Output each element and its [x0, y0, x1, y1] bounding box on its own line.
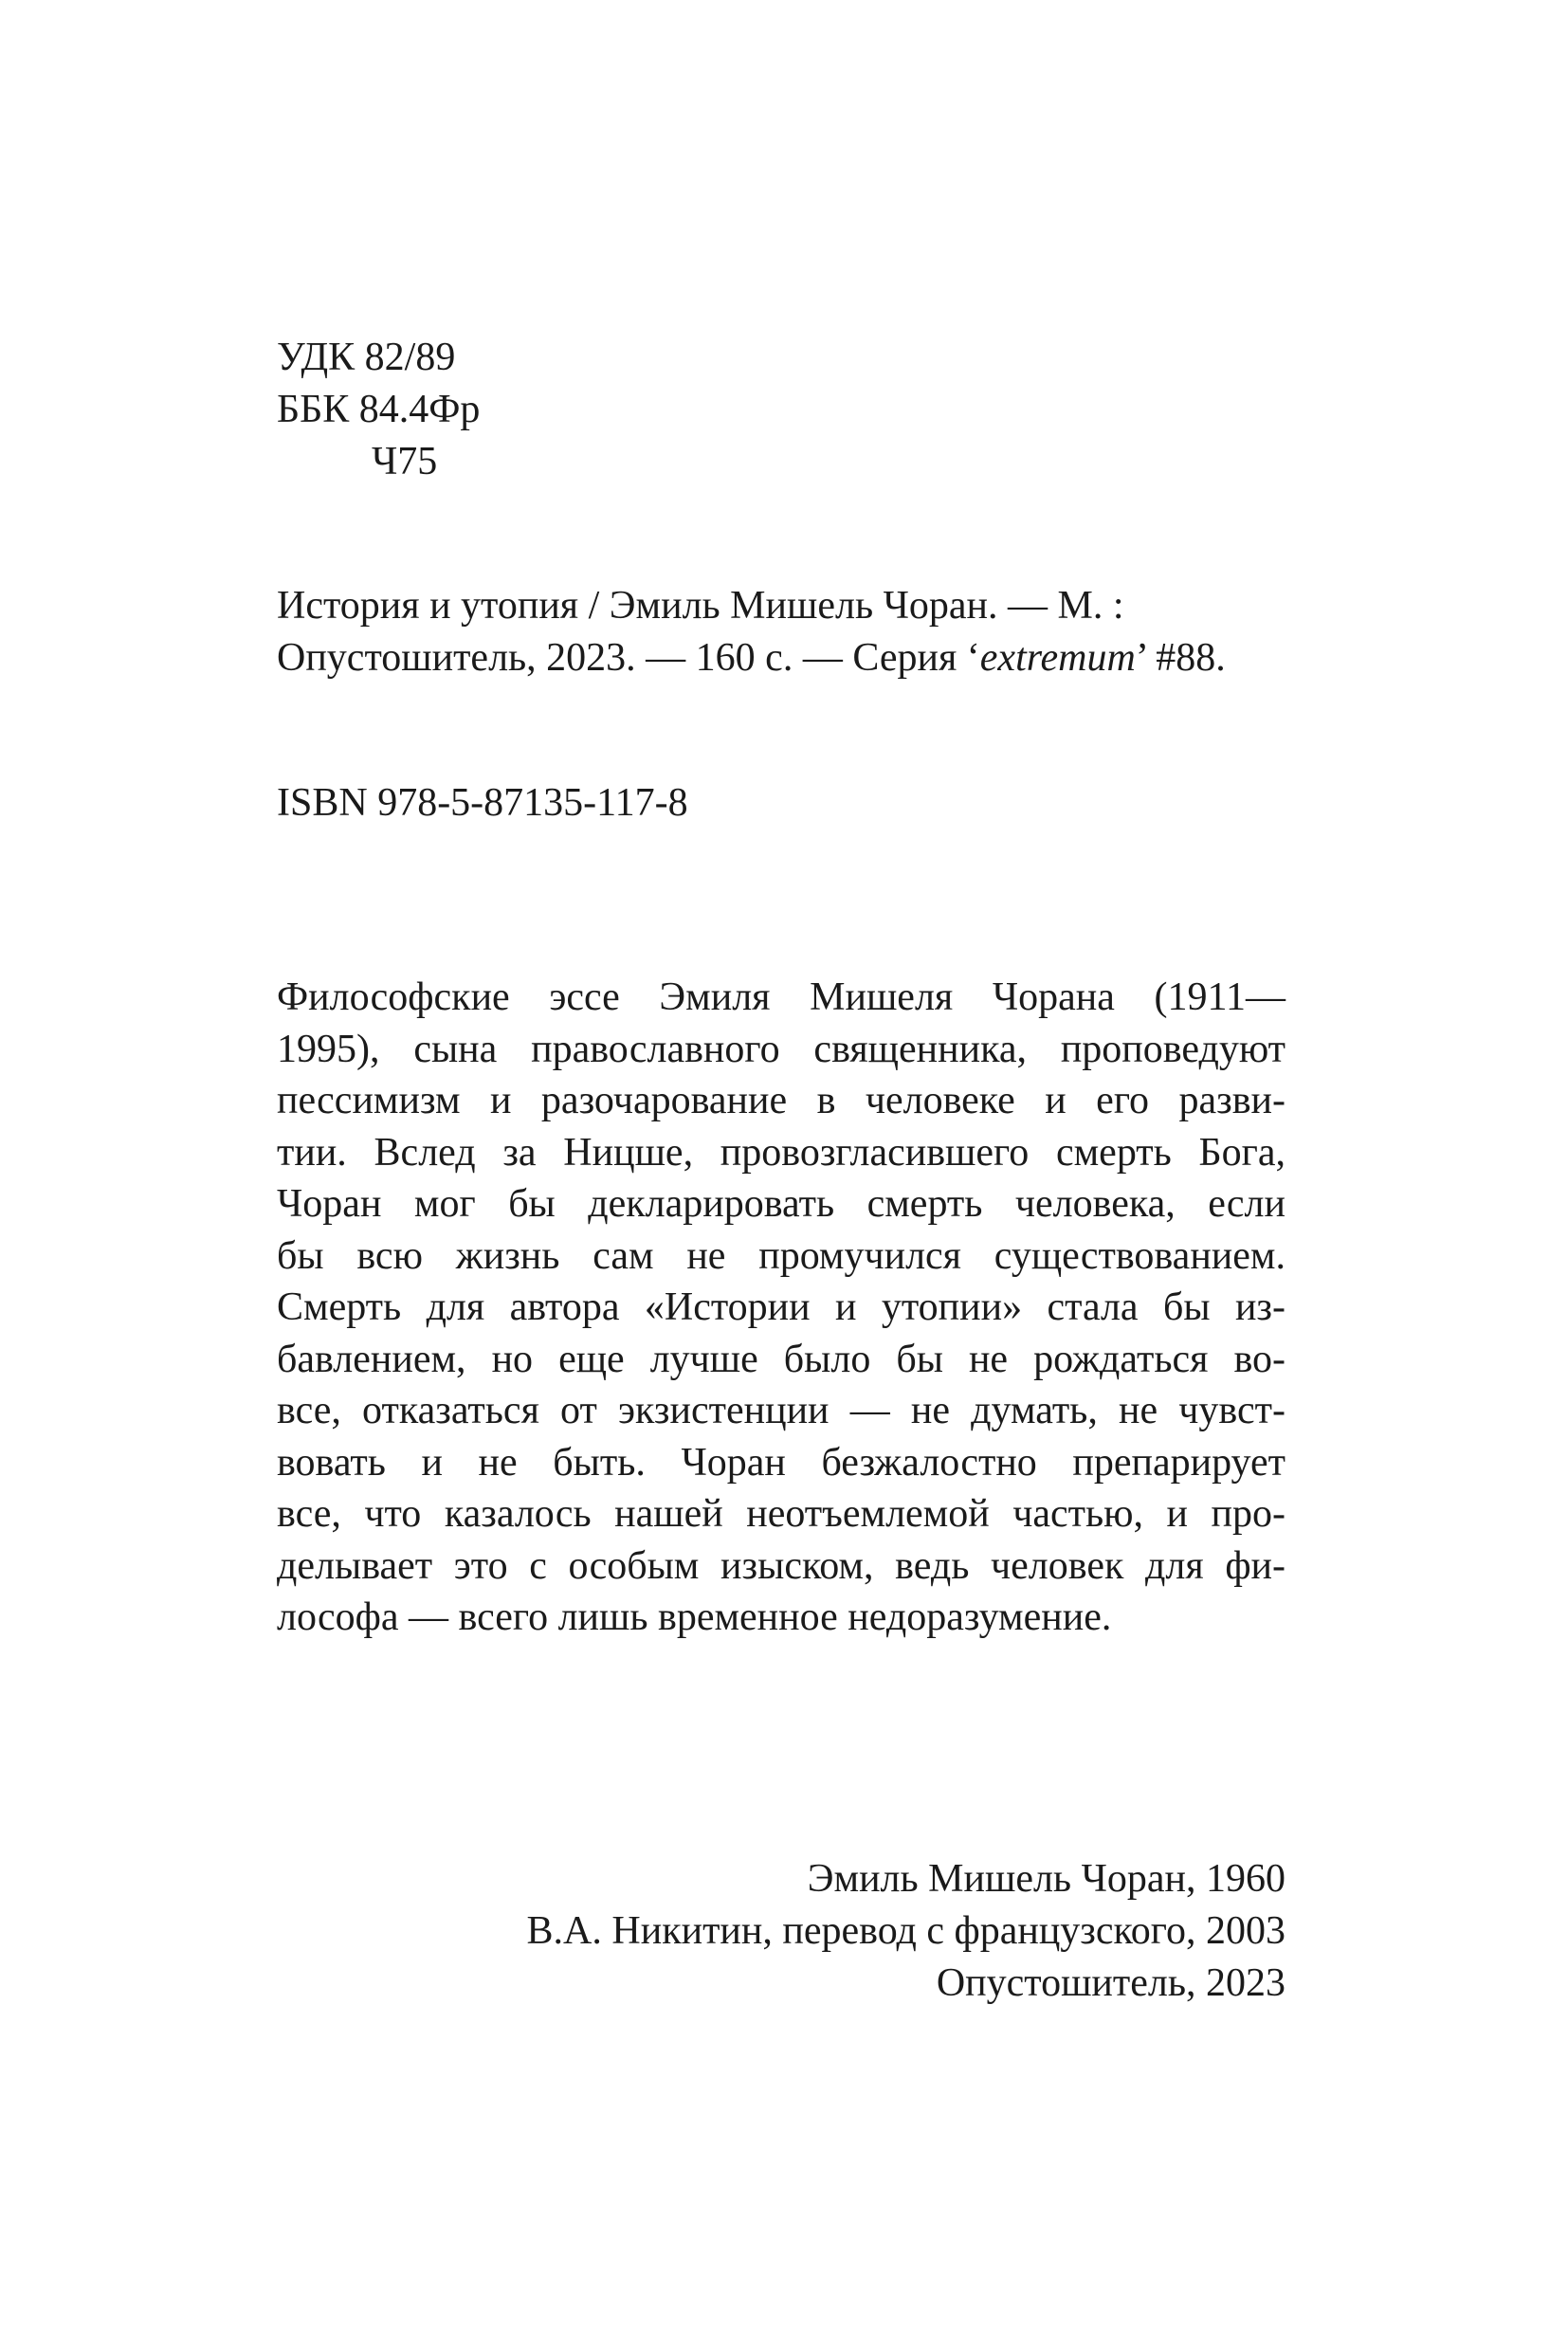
author-mark: Ч75 — [372, 440, 438, 483]
annotation-line: бы всю жизнь сам не промучился существованием. — [277, 1233, 1285, 1278]
bibliographic-record — [277, 580, 1285, 684]
classification-codes — [277, 332, 1285, 488]
annotation-line: Смерть для автора «Истории и утопии» стала бы из- — [277, 1285, 1285, 1329]
annotation-line: Чоран мог бы декларировать смерть человека, если — [277, 1182, 1285, 1226]
copyright-block — [277, 1853, 1285, 2010]
bibliographic-line-2 — [277, 632, 1285, 684]
bbk-code: ББК 84.4Фр — [277, 388, 481, 431]
annotation-paragraph — [277, 972, 1285, 1644]
annotation-line: вовать и не быть. Чоран безжалостно препарирует — [277, 1440, 1285, 1485]
annotation-line: пессимизм и разочарование в человеке и его разви- — [277, 1079, 1285, 1122]
annotation-line: все, отказаться от экзистенции — не думать, не чувст- — [277, 1389, 1285, 1432]
annotation-line: лософа — всего лишь временное недоразумение. — [277, 1595, 1112, 1639]
isbn-number: ISBN 978-5-87135-117-8 — [277, 781, 688, 825]
bibliographic-line-2-end: ’ #88. — [1135, 636, 1226, 680]
bibliographic-line-1: История и утопия / Эмиль Мишель Чоран. — М. : — [277, 584, 1124, 628]
isbn-block — [277, 777, 1285, 829]
annotation-line: 1995), сына православного священника, проповедуют — [277, 1027, 1285, 1071]
copyright-author: Эмиль Мишель Чоран, 1960 — [807, 1857, 1285, 1901]
annotation-line: тии. Вслед за Ницше, провозгласившего смерть Бога, — [277, 1130, 1285, 1175]
bibliographic-line-2-start: Опустошитель, 2023. — 160 с. — Серия ‘ — [277, 636, 980, 680]
annotation-line: Философские эссе Эмиля Мишеля Чорана (1911— — [277, 975, 1285, 1019]
udk-code: УДК 82/89 — [277, 336, 456, 379]
copyright-translator: В.А. Никитин, перевод с французского, 2003 — [526, 1909, 1285, 1953]
series-name: extremum — [979, 636, 1136, 680]
annotation-line: все, что казалось нашей неотъемлемой частью, и про- — [277, 1492, 1285, 1536]
copyright-publisher: Опустошитель, 2023 — [936, 1961, 1285, 2005]
annotation-line: делывает это с особым изыском, ведь человек для фи- — [277, 1543, 1285, 1588]
annotation-line: бавлением, но еще лучше было бы не рождаться во- — [277, 1337, 1285, 1381]
